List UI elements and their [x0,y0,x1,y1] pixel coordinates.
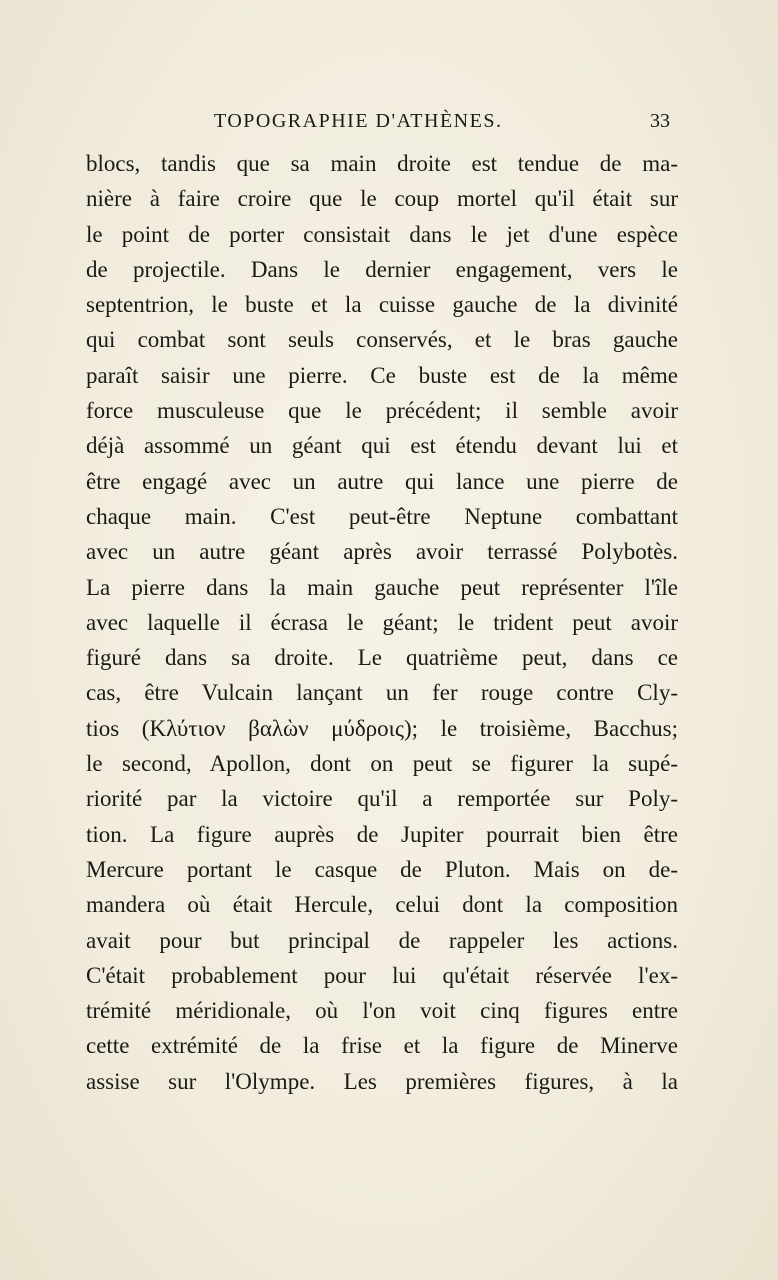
text-line: qui combat sont seuls conservés, et le bras gauche [86,327,678,353]
text-line: assise sur l'Olympe. Les premières figures, à la [86,1068,678,1094]
text-line: blocs, tandis que sa main droite est tendue de ma- [86,151,678,176]
page-number: 33 [650,110,670,132]
running-title: TOPOGRAPHIE D'ATHÈNES. [214,110,503,132]
text-line: La pierre dans la main gauche peut représenter l'île [86,574,678,600]
text-line: avait pour but principal de rappeler les actions. [86,927,678,953]
text-line: figuré dans sa droite. Le quatrième peut, dans ce [86,645,678,671]
text-line: le point de porter consistait dans le jet d'une espèce [86,221,678,247]
text-line: de projectile. Dans le dernier engagement, vers le [86,256,678,282]
text-line: chaque main. C'est peut-être Neptune combattant [86,503,678,529]
text-line: septentrion, le buste et la cuisse gauche de la divinité [86,292,678,318]
text-line: cas, être Vulcain lançant un fer rouge contre Cly- [86,680,678,706]
text-line: nière à faire croire que le coup mortel qu'il était sur [86,186,678,212]
text-line: C'était probablement pour lui qu'était réservée l'ex- [86,962,678,988]
text-line: cette extrémité de la frise et la figure de Minerve [86,1033,678,1059]
text-line: avec un autre géant après avoir terrassé Polybotès. [86,539,678,565]
text-line: force musculeuse que le précédent; il semble avoir [86,398,678,424]
text-line: tios (Κλύτιον βαλὼν μύδροις); le troisième, Bacchus; [86,715,678,741]
text-line: Mercure portant le casque de Pluton. Mais on de- [86,856,678,882]
running-head [214,110,670,140]
body-text [86,146,678,1099]
text-line: riorité par la victoire qu'il a remportée sur Poly- [86,786,678,812]
text-line: trémité méridionale, où l'on voit cinq figures entre [86,998,678,1024]
text-line: être engagé avec un autre qui lance une pierre de [86,468,678,494]
text-line: mandera où était Hercule, celui dont la composition [86,892,678,918]
text-line: paraît saisir une pierre. Ce buste est de la même [86,362,678,388]
text-line: le second, Apollon, dont on peut se figurer la supé- [86,751,678,777]
text-line: déjà assommé un géant qui est étendu devant lui et [86,433,678,459]
text-line: tion. La figure auprès de Jupiter pourrait bien être [86,821,678,847]
text-line: avec laquelle il écrasa le géant; le trident peut avoir [86,609,678,635]
